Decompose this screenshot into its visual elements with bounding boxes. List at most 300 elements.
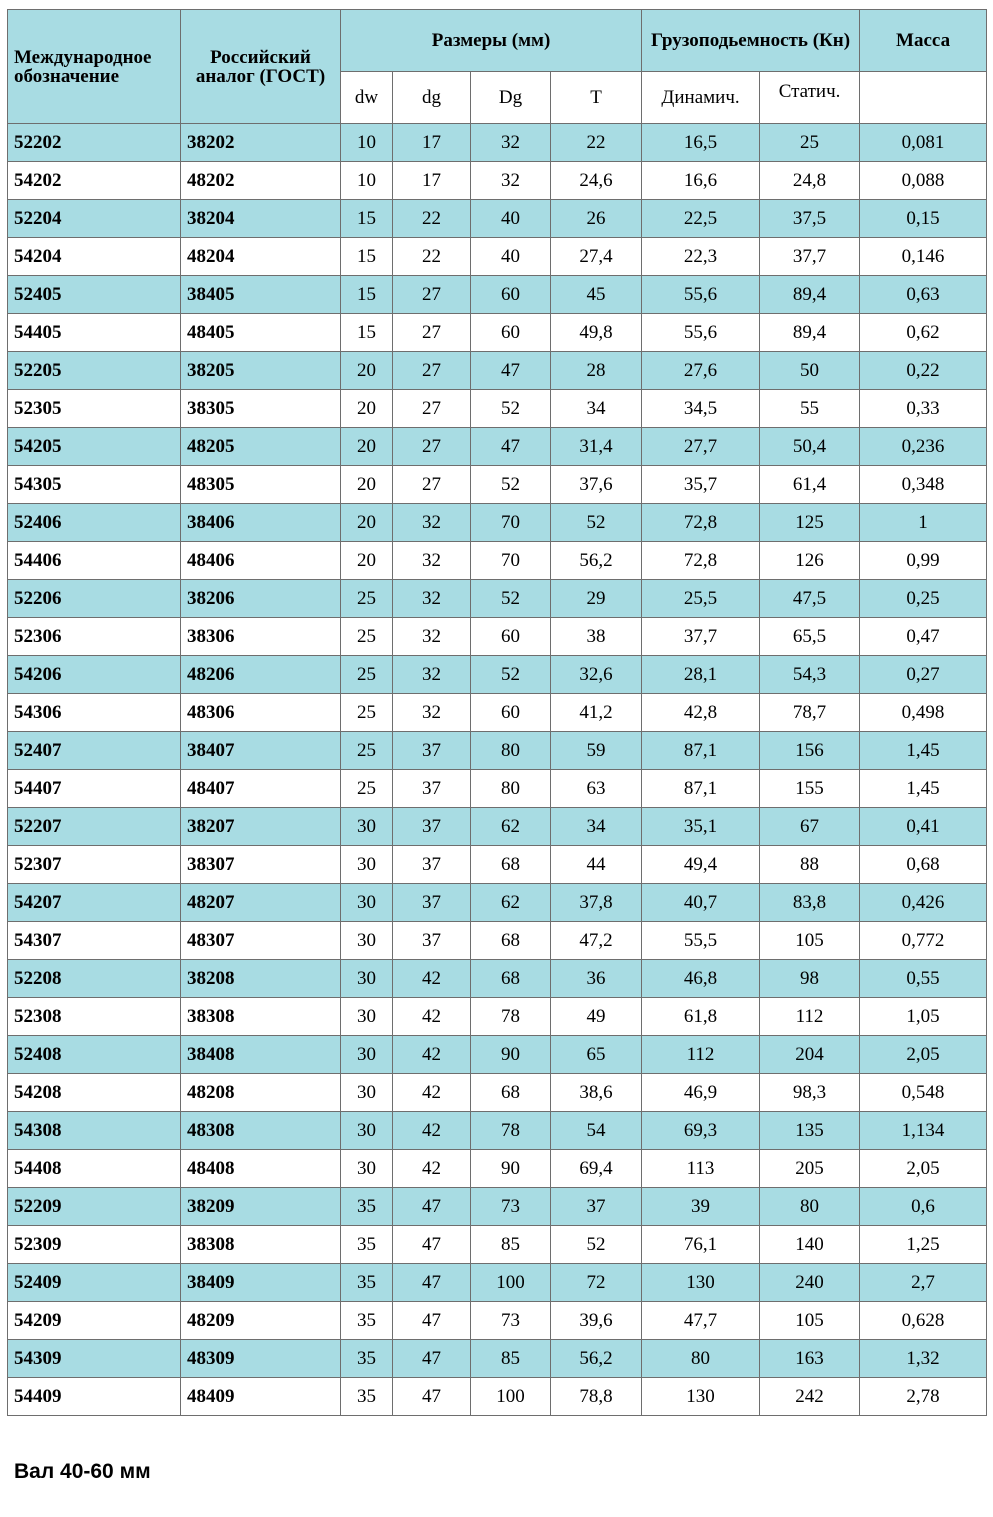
cell-mass: 0,41 [860,808,987,846]
cell-international: 54209 [8,1302,181,1340]
cell-static: 240 [760,1264,860,1302]
cell-Dg: 73 [471,1302,551,1340]
table-row [8,998,987,1036]
cell-international: 52407 [8,732,181,770]
header-dimensions: Размеры (мм) [341,10,642,72]
cell-russian: 38206 [181,580,341,618]
cell-mass: 0,99 [860,542,987,580]
cell-international: 52308 [8,998,181,1036]
cell-dynamic: 35,7 [642,466,760,504]
cell-static: 65,5 [760,618,860,656]
cell-international: 54307 [8,922,181,960]
cell-dw: 15 [341,314,393,352]
cell-dw: 25 [341,618,393,656]
cell-static: 126 [760,542,860,580]
cell-international: 52206 [8,580,181,618]
cell-dynamic: 55,5 [642,922,760,960]
cell-russian: 48406 [181,542,341,580]
cell-static: 205 [760,1150,860,1188]
cell-international: 54306 [8,694,181,732]
header-load-capacity: Грузоподьемность (Кн) [642,10,860,72]
table-row [8,846,987,884]
cell-dg: 42 [393,1036,471,1074]
cell-T: 37,6 [551,466,642,504]
cell-T: 56,2 [551,1340,642,1378]
cell-dw: 10 [341,124,393,162]
cell-dynamic: 49,4 [642,846,760,884]
cell-russian: 48207 [181,884,341,922]
cell-T: 38,6 [551,1074,642,1112]
table-header [8,10,987,124]
cell-Dg: 40 [471,200,551,238]
cell-dg: 27 [393,466,471,504]
cell-international: 54206 [8,656,181,694]
cell-Dg: 40 [471,238,551,276]
cell-dynamic: 55,6 [642,276,760,314]
cell-international: 54204 [8,238,181,276]
cell-international: 54309 [8,1340,181,1378]
cell-mass: 0,426 [860,884,987,922]
table-row [8,542,987,580]
cell-mass: 1 [860,504,987,542]
cell-dw: 30 [341,846,393,884]
cell-static: 47,5 [760,580,860,618]
cell-dynamic: 46,9 [642,1074,760,1112]
cell-mass: 0,772 [860,922,987,960]
cell-static: 61,4 [760,466,860,504]
cell-russian: 38205 [181,352,341,390]
cell-Dg: 52 [471,466,551,504]
cell-international: 54408 [8,1150,181,1188]
cell-dw: 15 [341,238,393,276]
cell-international: 52204 [8,200,181,238]
table-row [8,314,987,352]
table-row [8,1378,987,1416]
cell-static: 112 [760,998,860,1036]
cell-dynamic: 42,8 [642,694,760,732]
cell-T: 28 [551,352,642,390]
cell-dynamic: 130 [642,1264,760,1302]
cell-static: 105 [760,922,860,960]
cell-T: 45 [551,276,642,314]
cell-Dg: 60 [471,276,551,314]
cell-mass: 2,78 [860,1378,987,1416]
cell-international: 52305 [8,390,181,428]
cell-dg: 47 [393,1264,471,1302]
cell-Dg: 68 [471,922,551,960]
cell-dg: 32 [393,504,471,542]
cell-static: 37,5 [760,200,860,238]
header-dynamic: Динамич. [642,72,760,124]
cell-dg: 17 [393,124,471,162]
table-row [8,200,987,238]
cell-dg: 42 [393,1112,471,1150]
cell-static: 37,7 [760,238,860,276]
cell-Dg: 32 [471,124,551,162]
cell-dg: 42 [393,1150,471,1188]
cell-international: 54405 [8,314,181,352]
cell-russian: 38202 [181,124,341,162]
cell-dynamic: 46,8 [642,960,760,998]
cell-dw: 35 [341,1340,393,1378]
cell-dynamic: 22,3 [642,238,760,276]
table-row [8,504,987,542]
cell-Dg: 68 [471,846,551,884]
table-row [8,580,987,618]
cell-international: 54308 [8,1112,181,1150]
cell-russian: 48309 [181,1340,341,1378]
table-row [8,428,987,466]
bearing-table [7,9,987,1416]
cell-Dg: 70 [471,504,551,542]
cell-russian: 38307 [181,846,341,884]
cell-dynamic: 47,7 [642,1302,760,1340]
cell-dw: 20 [341,428,393,466]
cell-international: 52306 [8,618,181,656]
table-row [8,276,987,314]
cell-dg: 37 [393,922,471,960]
cell-international: 52309 [8,1226,181,1264]
cell-mass: 0,68 [860,846,987,884]
cell-T: 29 [551,580,642,618]
cell-dg: 17 [393,162,471,200]
table-row [8,732,987,770]
cell-mass: 0,25 [860,580,987,618]
cell-T: 24,6 [551,162,642,200]
cell-international: 52209 [8,1188,181,1226]
table-row [8,922,987,960]
cell-dynamic: 27,6 [642,352,760,390]
cell-mass: 0,498 [860,694,987,732]
cell-dynamic: 61,8 [642,998,760,1036]
table-row [8,390,987,428]
cell-Dg: 100 [471,1378,551,1416]
cell-dw: 20 [341,390,393,428]
cell-dynamic: 72,8 [642,504,760,542]
cell-static: 78,7 [760,694,860,732]
cell-international: 54207 [8,884,181,922]
cell-static: 54,3 [760,656,860,694]
cell-dw: 35 [341,1188,393,1226]
cell-static: 88 [760,846,860,884]
cell-mass: 0,548 [860,1074,987,1112]
cell-T: 63 [551,770,642,808]
cell-mass: 0,348 [860,466,987,504]
cell-static: 80 [760,1188,860,1226]
cell-dg: 47 [393,1188,471,1226]
cell-international: 54202 [8,162,181,200]
cell-russian: 48208 [181,1074,341,1112]
cell-dg: 37 [393,808,471,846]
cell-mass: 0,146 [860,238,987,276]
cell-mass: 0,62 [860,314,987,352]
cell-Dg: 60 [471,618,551,656]
cell-russian: 48206 [181,656,341,694]
cell-Dg: 70 [471,542,551,580]
header-static: Статич. [760,72,860,124]
cell-T: 31,4 [551,428,642,466]
cell-international: 52205 [8,352,181,390]
cell-international: 54407 [8,770,181,808]
cell-international: 52406 [8,504,181,542]
cell-dynamic: 27,7 [642,428,760,466]
cell-russian: 48204 [181,238,341,276]
cell-dynamic: 28,1 [642,656,760,694]
cell-mass: 0,47 [860,618,987,656]
cell-dw: 20 [341,542,393,580]
header-international: Международное обозначение [8,10,181,124]
cell-russian: 48308 [181,1112,341,1150]
cell-mass: 1,134 [860,1112,987,1150]
cell-dw: 25 [341,770,393,808]
cell-dw: 30 [341,884,393,922]
table-row [8,466,987,504]
cell-mass: 1,45 [860,732,987,770]
cell-mass: 2,05 [860,1150,987,1188]
cell-russian: 48407 [181,770,341,808]
cell-Dg: 52 [471,580,551,618]
cell-dg: 47 [393,1302,471,1340]
cell-international: 52208 [8,960,181,998]
cell-dg: 22 [393,200,471,238]
cell-dw: 15 [341,200,393,238]
table-row [8,1074,987,1112]
cell-static: 89,4 [760,314,860,352]
cell-dw: 35 [341,1226,393,1264]
header-dg: dg [393,72,471,124]
cell-static: 204 [760,1036,860,1074]
table-row [8,1340,987,1378]
cell-russian: 48202 [181,162,341,200]
cell-dg: 42 [393,998,471,1036]
cell-mass: 0,22 [860,352,987,390]
cell-dw: 35 [341,1378,393,1416]
cell-international: 52409 [8,1264,181,1302]
cell-russian: 38407 [181,732,341,770]
cell-dynamic: 16,5 [642,124,760,162]
cell-mass: 1,32 [860,1340,987,1378]
cell-mass: 2,7 [860,1264,987,1302]
cell-mass: 0,27 [860,656,987,694]
cell-T: 49,8 [551,314,642,352]
cell-dynamic: 34,5 [642,390,760,428]
cell-dw: 30 [341,808,393,846]
cell-T: 37 [551,1188,642,1226]
cell-dw: 25 [341,732,393,770]
cell-dg: 32 [393,580,471,618]
cell-Dg: 80 [471,732,551,770]
cell-static: 98 [760,960,860,998]
cell-dg: 32 [393,694,471,732]
cell-dynamic: 130 [642,1378,760,1416]
cell-russian: 38306 [181,618,341,656]
cell-international: 54305 [8,466,181,504]
cell-mass: 0,088 [860,162,987,200]
header-dw: dw [341,72,393,124]
cell-T: 34 [551,808,642,846]
cell-dg: 47 [393,1340,471,1378]
table-row [8,352,987,390]
cell-international: 52202 [8,124,181,162]
table-row [8,656,987,694]
cell-dynamic: 35,1 [642,808,760,846]
cell-dg: 32 [393,618,471,656]
cell-static: 105 [760,1302,860,1340]
header-mass-unit [860,72,987,124]
cell-T: 59 [551,732,642,770]
cell-russian: 48306 [181,694,341,732]
cell-dw: 30 [341,1112,393,1150]
cell-T: 34 [551,390,642,428]
cell-static: 140 [760,1226,860,1264]
cell-T: 27,4 [551,238,642,276]
cell-dw: 30 [341,960,393,998]
cell-dg: 42 [393,960,471,998]
cell-russian: 38308 [181,998,341,1036]
cell-dynamic: 69,3 [642,1112,760,1150]
cell-Dg: 90 [471,1150,551,1188]
cell-dg: 32 [393,542,471,580]
cell-mass: 0,236 [860,428,987,466]
cell-dg: 27 [393,428,471,466]
cell-static: 50,4 [760,428,860,466]
cell-Dg: 52 [471,656,551,694]
cell-T: 54 [551,1112,642,1150]
cell-dynamic: 55,6 [642,314,760,352]
table-row [8,162,987,200]
cell-mass: 1,05 [860,998,987,1036]
table-row [8,808,987,846]
cell-Dg: 52 [471,390,551,428]
cell-international: 52408 [8,1036,181,1074]
cell-static: 155 [760,770,860,808]
table-row [8,1226,987,1264]
cell-russian: 38406 [181,504,341,542]
cell-dynamic: 80 [642,1340,760,1378]
cell-dw: 25 [341,694,393,732]
cell-dg: 27 [393,276,471,314]
cell-mass: 0,15 [860,200,987,238]
cell-russian: 38409 [181,1264,341,1302]
cell-dynamic: 112 [642,1036,760,1074]
cell-T: 72 [551,1264,642,1302]
cell-dw: 15 [341,276,393,314]
cell-russian: 48209 [181,1302,341,1340]
cell-T: 52 [551,1226,642,1264]
cell-dg: 27 [393,314,471,352]
table-row [8,238,987,276]
cell-dg: 27 [393,390,471,428]
table-row [8,1036,987,1074]
cell-T: 49 [551,998,642,1036]
cell-dg: 47 [393,1378,471,1416]
cell-russian: 48409 [181,1378,341,1416]
table-row [8,770,987,808]
cell-dw: 20 [341,466,393,504]
cell-russian: 48405 [181,314,341,352]
cell-international: 54406 [8,542,181,580]
cell-Dg: 60 [471,694,551,732]
cell-static: 135 [760,1112,860,1150]
cell-T: 26 [551,200,642,238]
cell-dg: 22 [393,238,471,276]
cell-dynamic: 37,7 [642,618,760,656]
header-T: T [551,72,642,124]
cell-dg: 37 [393,732,471,770]
cell-dw: 25 [341,580,393,618]
cell-dw: 20 [341,352,393,390]
cell-dw: 30 [341,922,393,960]
table-row [8,884,987,922]
cell-static: 67 [760,808,860,846]
cell-russian: 38405 [181,276,341,314]
cell-dw: 10 [341,162,393,200]
header-Dg: Dg [471,72,551,124]
cell-T: 47,2 [551,922,642,960]
cell-mass: 2,05 [860,1036,987,1074]
header-russian-analog: Российский аналог (ГОСТ) [181,10,341,124]
cell-mass: 1,25 [860,1226,987,1264]
cell-russian: 48305 [181,466,341,504]
cell-russian: 38207 [181,808,341,846]
cell-mass: 0,33 [860,390,987,428]
cell-mass: 0,55 [860,960,987,998]
cell-mass: 0,081 [860,124,987,162]
cell-international: 52307 [8,846,181,884]
cell-international: 54409 [8,1378,181,1416]
cell-static: 89,4 [760,276,860,314]
cell-mass: 1,45 [860,770,987,808]
cell-static: 50 [760,352,860,390]
cell-T: 36 [551,960,642,998]
cell-mass: 0,6 [860,1188,987,1226]
cell-dw: 30 [341,1074,393,1112]
cell-dynamic: 39 [642,1188,760,1226]
cell-dynamic: 113 [642,1150,760,1188]
cell-mass: 0,63 [860,276,987,314]
table-row [8,1264,987,1302]
cell-T: 65 [551,1036,642,1074]
cell-russian: 38308 [181,1226,341,1264]
cell-Dg: 60 [471,314,551,352]
table-body [8,124,987,1416]
cell-static: 156 [760,732,860,770]
table-row [8,1150,987,1188]
cell-T: 38 [551,618,642,656]
cell-Dg: 32 [471,162,551,200]
cell-dw: 30 [341,1150,393,1188]
cell-Dg: 62 [471,884,551,922]
cell-dynamic: 87,1 [642,732,760,770]
cell-static: 24,8 [760,162,860,200]
cell-russian: 48205 [181,428,341,466]
cell-T: 32,6 [551,656,642,694]
cell-russian: 48307 [181,922,341,960]
cell-international: 54208 [8,1074,181,1112]
cell-Dg: 100 [471,1264,551,1302]
cell-dw: 35 [341,1264,393,1302]
cell-dg: 37 [393,770,471,808]
cell-Dg: 80 [471,770,551,808]
cell-T: 22 [551,124,642,162]
cell-russian: 38204 [181,200,341,238]
table-row [8,1188,987,1226]
cell-dw: 20 [341,504,393,542]
cell-Dg: 68 [471,1074,551,1112]
table-row [8,124,987,162]
cell-dynamic: 25,5 [642,580,760,618]
table-row [8,960,987,998]
